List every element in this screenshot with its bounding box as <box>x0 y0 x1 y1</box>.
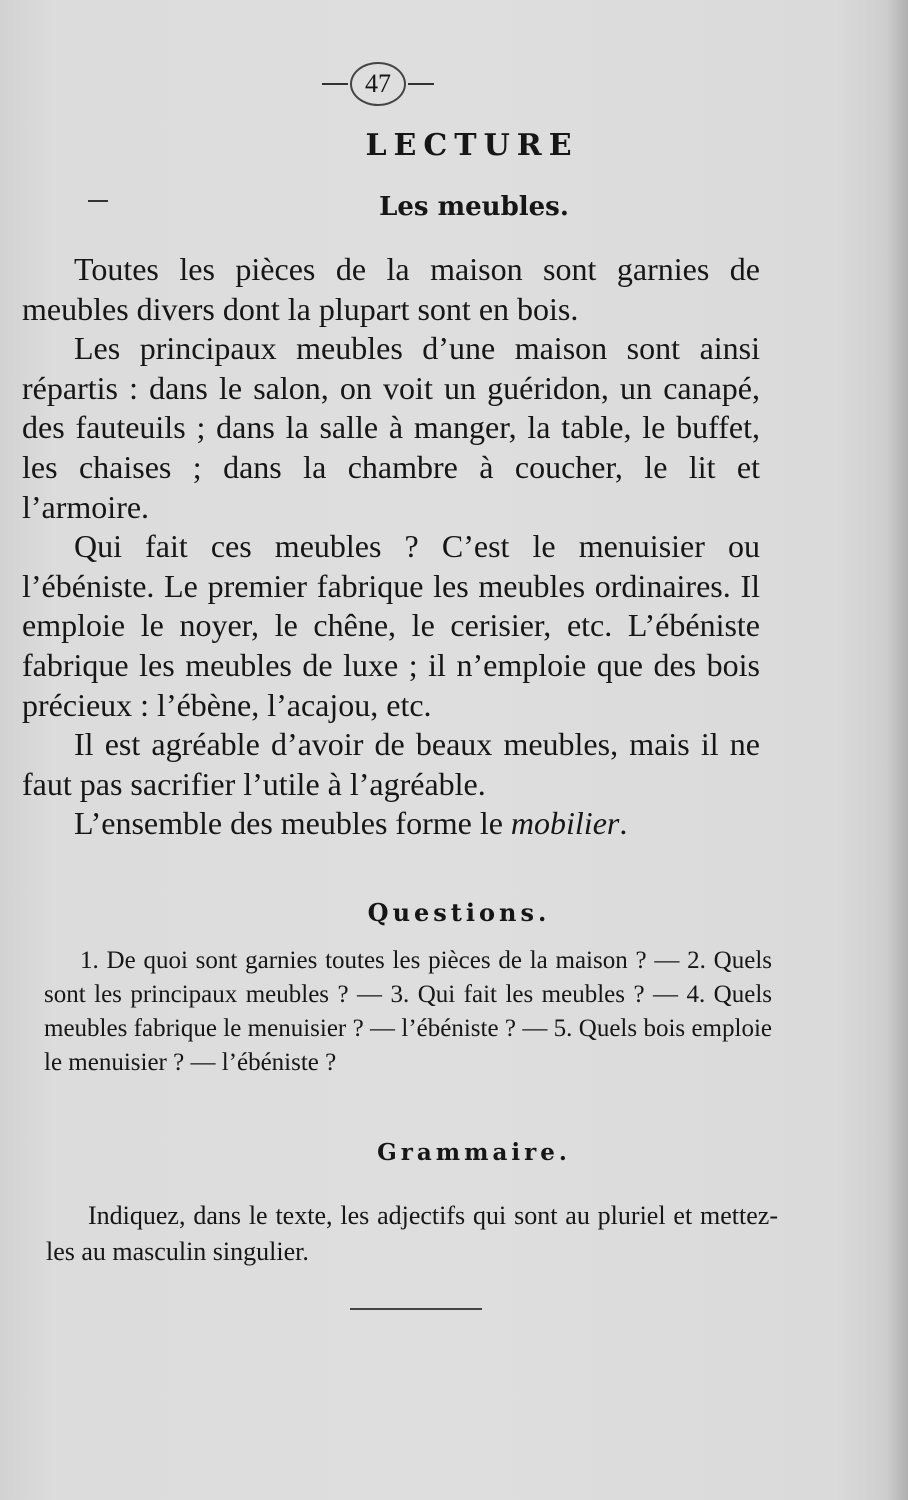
paragraph-2: Les principaux meubles d’une maison sont ainsi répartis : dans le salon, on voit un guéridon, un canapé, des fauteuils ; dans la salle à manger, la table, le buffet, les chaises ; dans la chambre à coucher, le lit et l’armoire. <box>22 330 760 525</box>
page-number-left-rule <box>322 83 348 85</box>
paragraph-5 <box>22 804 760 844</box>
paragraph-1: Toutes les pièces de la maison sont garnies de meubles divers dont la plupart sont en bois. <box>22 251 760 327</box>
page-number-ornament <box>322 62 434 106</box>
paragraph-5-italic-word: mobilier <box>510 805 620 842</box>
lecture-heading: LECTURE <box>365 128 579 163</box>
paragraph-3: Qui fait ces meubles ? C’est le menuisier ou l’ébéniste. Le premier fabrique les meubles ordinaires. Il emploie le noyer, le chêne, le cerisier, etc. L’ébéniste fabrique les meubles de luxe ; il n’emploie que des bois précieux : l’ébène, l’acajou, etc. <box>22 528 760 723</box>
questions-text: 1. De quoi sont garnies toutes les pièces de la maison ? — 2. Quels sont les principaux meubles ? — 3. Qui fait les meubles ? — 4. Quels meubles fabrique le menuisier ? — l’ébéniste ? — 5. Quels bois emploie le menuisier ? — l’ébéniste ? <box>44 947 772 1076</box>
closing-rule <box>350 1308 482 1310</box>
page-edge-shadow <box>886 0 908 1500</box>
grammar-block <box>46 1198 778 1270</box>
paragraph-5-end: . <box>619 805 628 842</box>
grammar-text: Indiquez, dans le texte, les adjectifs qui sont au pluriel et mettez-les au masculin singulier. <box>46 1201 778 1266</box>
grammar-heading: Grammaire. <box>377 1139 571 1166</box>
page-number: 47 <box>365 69 391 98</box>
paragraph-4: Il est agréable d’avoir de beaux meubles, mais il ne faut pas sacrifier l’utile à l’agréable. <box>22 726 760 802</box>
questions-heading: Questions. <box>367 898 551 927</box>
paragraph-5-text: L’ensemble des meubles forme le <box>74 805 511 842</box>
reading-title: Les meubles. <box>379 192 569 222</box>
reading-body <box>22 250 760 844</box>
page-number-right-rule <box>408 83 434 85</box>
questions-block <box>44 944 772 1080</box>
